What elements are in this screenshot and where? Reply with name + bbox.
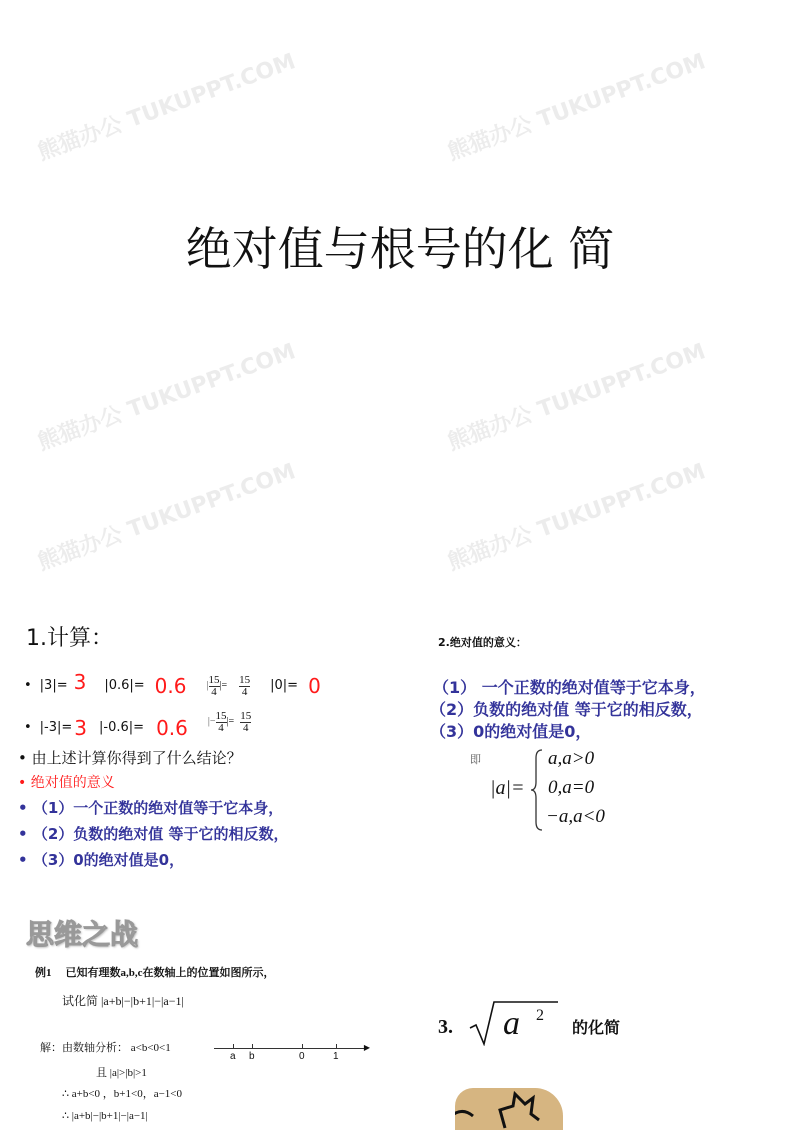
axis-label: b [249,1051,255,1062]
fraction-answer: $\frac{15}{4}$ [240,709,252,734]
solution: 解：由数轴分析： a<b<0<1 [40,1042,171,1054]
axis-label: a [230,1051,236,1062]
expr: |= [219,680,228,691]
ji-label: 即 [470,754,481,766]
simplify-task: 试化简 |a+b|−|b+1|−|a−1| [62,994,184,1008]
expr: | [206,680,209,691]
expr: |− [207,716,216,727]
fraction: $\frac{15}{4}$ [208,673,220,698]
case-3: −a,a<0 [546,806,605,827]
point-1: • （1）一个正数的绝对值等于它本身， [18,799,284,817]
axis-label: 1 [333,1051,339,1062]
axis-label: 0 [299,1051,305,1062]
fraction: $\frac{15}{4}$ [215,709,227,734]
fraction-answer: $\frac{15}{4}$ [239,673,251,698]
point-2: • （2）负数的绝对值 等于它的相反数， [18,825,289,843]
calc-row-2: • |-3|= 3 |-0.6|= 0.6 |− $\frac{15}{4}$ |= $\frac{15}{4}$ [24,709,252,740]
case-1: a,a>0 [548,748,595,769]
therefore-2: ∴ |a+b|−|b+1|−|a−1| [62,1110,148,1122]
answer: 0.6 [154,674,187,698]
therefore-1: ∴ a+b<0 ，b+1<0，a−1<0 [62,1088,182,1100]
watermark: 熊猫办公 TUKUPPT.COM [444,459,709,576]
section-num: 3. [438,1016,453,1038]
meaning-heading: 2.绝对值的意义： [438,636,527,649]
brace [530,748,544,832]
calc-heading: 1.计算： [26,626,113,651]
abs-lhs: |a|= [490,777,525,799]
question: • 由上述计算你得到了什么结论？ [18,749,242,767]
watermark: 熊猫办公 TUKUPPT.COM [34,339,299,456]
expr: |-3|= [39,720,73,736]
watermark: 熊猫办公 TUKUPPT.COM [34,459,299,576]
calc-row-1: • |3|= 3 |0.6|= 0.6 | $\frac{15}{4}$ |= $\frac{15}{4}$ |0|= 0 [24,670,321,698]
expr: |= [226,716,235,727]
point-1: （1） 一个正数的绝对值等于它本身， [433,678,706,697]
answer: 0.6 [156,716,188,740]
case-2: 0,a=0 [548,777,595,798]
meaning-label: • 绝对值的意义 [18,775,115,791]
expr: |3|= [39,678,68,694]
answer: 3 [74,716,88,740]
banner: 思维之战 [26,918,139,951]
watermark: 熊猫办公 TUKUPPT.COM [444,49,709,166]
point-3: （3）0的绝对值是0， [430,722,592,741]
number-line [214,1043,370,1062]
answer: 3 [73,670,87,694]
point-2: （2）负数的绝对值 等于它的相反数， [430,700,703,719]
and-line: 且 |a|>|b|>1 [96,1067,147,1079]
point-3: • （3）0的绝对值是0， [18,851,185,869]
slide-title: 绝对值与根号的化 简 [185,222,615,276]
arrow-icon: ▶ [363,1043,370,1052]
watermark: 熊猫办公 TUKUPPT.COM [444,339,709,456]
radicand: a [503,1005,520,1042]
section-suffix: 的化简 [572,1018,621,1037]
watermark: 熊猫办公 TUKUPPT.COM [34,49,299,166]
expr: |0.6|= [104,678,145,694]
exponent: 2 [536,1007,544,1024]
answer: 0 [308,674,321,698]
expr: |-0.6|= [99,720,145,736]
example: 例1 已知有理数a,b,c在数轴上的位置如图所示， [35,967,275,979]
leaf-decoration-icon [455,1088,563,1130]
expr: |0|= [270,678,299,694]
